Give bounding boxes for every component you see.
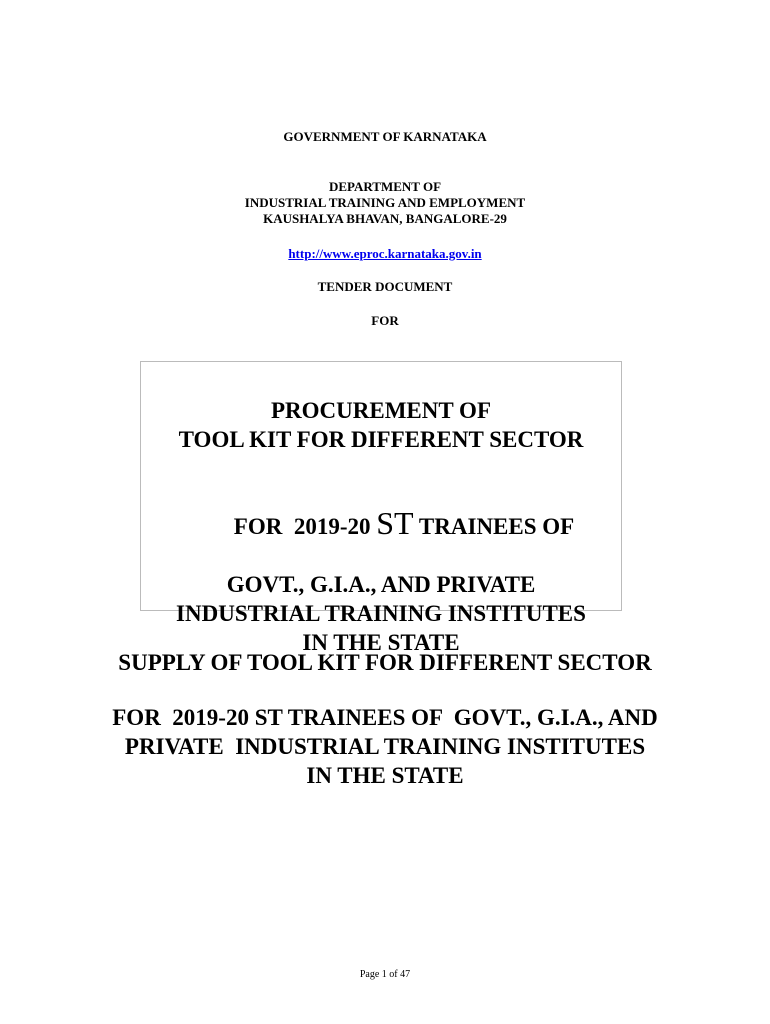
supply-heading-text: SUPPLY OF TOOL KIT FOR DIFFERENT SECTOR [118,650,652,675]
government-text: GOVERNMENT OF KARNATAKA [283,129,487,144]
department-line-3: KAUSHALYA BHAVAN, BANGALORE-29 [263,211,507,226]
website-url [0,246,770,262]
subtitle-line-3: INDUSTRIAL TRAINING INSTITUTES [176,601,586,626]
supply-line-3: IN THE STATE [306,763,464,788]
subtitle-st: ST [376,505,414,541]
procurement-subtitle [141,480,621,657]
procurement-title [141,396,621,454]
website-link[interactable]: http://www.eproc.karnataka.gov.in [288,246,482,261]
department-line-1: DEPARTMENT OF [328,179,442,194]
title-box [140,361,622,655]
page-footer [0,969,770,980]
for-text: FOR [371,313,399,328]
department-block [0,179,770,227]
title-line-2: TOOL KIT FOR DIFFERENT SECTOR [178,427,584,452]
title-line-1: PROCUREMENT OF [271,398,491,423]
subtitle-suffix: TRAINEES OF [413,514,575,539]
for-label [0,313,770,329]
subtitle-prefix: FOR 2019-20 [233,514,377,539]
supply-heading [0,649,770,677]
government-heading [0,129,770,145]
subtitle-line-4: IN THE STATE [302,630,460,655]
department-line-2: INDUSTRIAL TRAINING AND EMPLOYMENT [244,195,526,210]
tender-document-label [0,279,770,295]
supply-description [0,703,770,790]
page-number: Page 1 of 47 [359,969,411,980]
supply-line-2: PRIVATE INDUSTRIAL TRAINING INSTITUTES [124,734,646,759]
supply-line-1: FOR 2019-20 ST TRAINEES OF GOVT., G.I.A., AND [112,705,658,730]
subtitle-line-2: GOVT., G.I.A., AND PRIVATE [226,572,536,597]
subtitle-line-1 [141,480,621,570]
tender-document-text: TENDER DOCUMENT [317,279,453,294]
